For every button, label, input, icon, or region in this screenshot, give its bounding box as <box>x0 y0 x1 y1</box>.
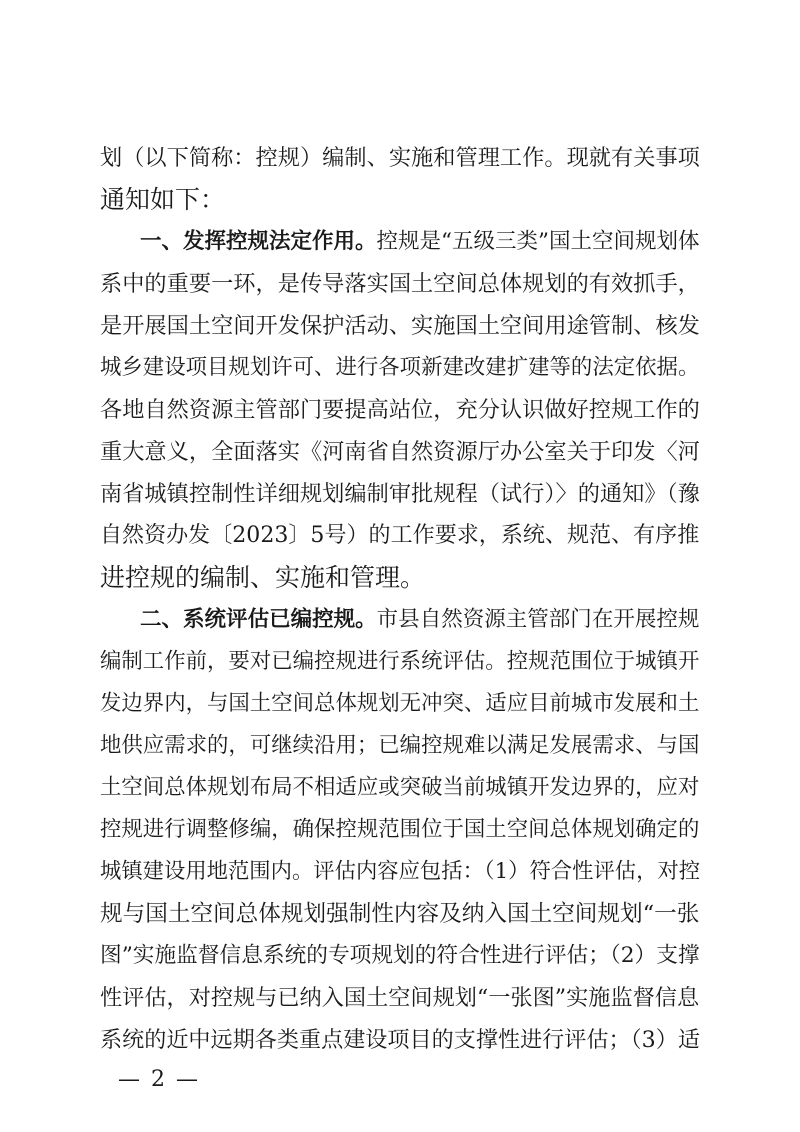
line-text: 进控规的编制、实施和管理。 <box>100 563 426 592</box>
line-text: 控规进行调整修编，确保控规范围位于国土空间总体规划确定的 <box>100 817 700 842</box>
body-line <box>100 516 700 556</box>
section-heading-line <box>140 222 700 262</box>
line-text: 系中的重要一环，是传导落实国土空间总体规划的有效抓手， <box>100 271 700 297</box>
section-heading: 二、系统评估已编控规。 <box>140 607 377 632</box>
line-text: 图”实施监督信息系统的专项规划的符合性进行评估；（2）支撑 <box>100 943 700 968</box>
body-line <box>100 936 700 976</box>
line-text: 自然资办发〔2023〕5号）的工作要求，系统、规范、有序推 <box>100 523 700 548</box>
body-line <box>100 432 700 472</box>
body-line <box>100 138 700 178</box>
line-text: 城乡建设项目规划许可、进行各项新建改建扩建等的法定依据。 <box>100 355 700 380</box>
line-text: 各地自然资源主管部门要提高站位，充分认识做好控规工作的 <box>100 397 700 423</box>
body-line <box>100 642 700 682</box>
line-text: 地供应需求的，可继续沿用；已编控规难以满足发展需求、与国 <box>100 733 700 758</box>
line-text: 土空间总体规划布局不相适应或突破当前城镇开发边界的，应对 <box>100 775 700 800</box>
section-heading: 一、发挥控规法定作用。 <box>140 229 377 254</box>
line-text: 性评估，对控规与已纳入国土空间规划“一张图”实施监督信息 <box>100 985 700 1011</box>
line-text: 发边界内，与国土空间总体规划无冲突、适应目前城市发展和土 <box>100 691 700 716</box>
line-text: 系统的近中远期各类重点建设项目的支撑性进行评估；（3）适 <box>100 1027 700 1053</box>
line-text: 市县自然资源主管部门在开展控规 <box>376 607 700 632</box>
body-line <box>100 306 700 346</box>
line-text: 编制工作前，要对已编控规进行系统评估。控规范围位于城镇开 <box>100 649 700 674</box>
body-line <box>100 894 700 934</box>
body-line <box>100 768 700 808</box>
body-line <box>100 978 700 1018</box>
section-heading-line <box>140 600 700 640</box>
line-text: 城镇建设用地范围内。评估内容应包括：（1）符合性评估，对控 <box>100 859 700 884</box>
body-line <box>100 390 700 430</box>
line-text: 是开展国土空间开发保护活动、实施国土空间用途管制、核发 <box>100 313 700 339</box>
line-text: 控规是“五级三类”国土空间规划体 <box>376 229 700 254</box>
line-text: 南省城镇控制性详细规划编制审批规程（试行）〉的通知》（豫 <box>100 481 700 507</box>
line-text: 重大意义，全面落实《河南省自然资源厅办公室关于印发〈河 <box>100 439 700 465</box>
line-text: 规与国土空间总体规划强制性内容及纳入国土空间规划“一张 <box>100 901 700 927</box>
body-line <box>100 684 700 724</box>
body-line <box>100 810 700 850</box>
body-line <box>100 264 700 304</box>
body-line <box>100 852 700 892</box>
body-line <box>100 180 700 220</box>
page-number: — 2 — <box>118 1067 200 1092</box>
body-line <box>100 348 700 388</box>
body-line <box>100 558 700 598</box>
body-line <box>100 1020 700 1060</box>
line-text: 划（以下简称：控规）编制、实施和管理工作。现就有关事项 <box>100 145 700 171</box>
line-text: 通知如下： <box>100 185 226 214</box>
body-line <box>100 474 700 514</box>
body-line <box>100 726 700 766</box>
